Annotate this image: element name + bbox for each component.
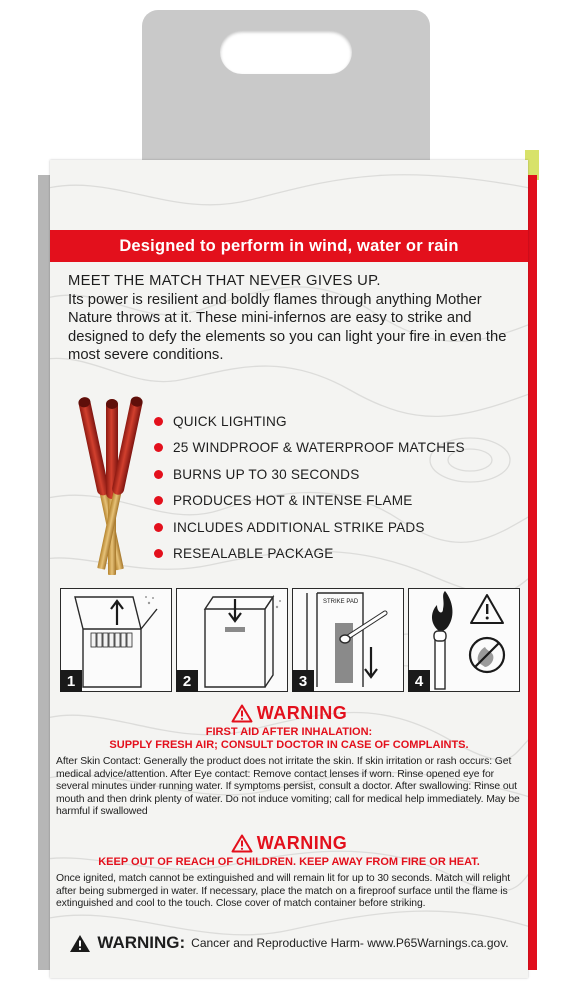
step-open-pack — [60, 588, 172, 692]
tagline-banner: Designed to perform in wind, water or rain — [50, 230, 528, 262]
bullet-icon — [154, 443, 163, 452]
feature-item: QUICK LIGHTING — [154, 408, 465, 435]
warning-heading: WARNING — [50, 703, 528, 724]
intro-text — [68, 272, 518, 365]
prop65-warning — [50, 928, 528, 958]
step-strike — [292, 588, 404, 692]
matches-illustration — [72, 395, 152, 580]
first-aid-subtitle: FIRST AID AFTER INHALATION: SUPPLY FRESH AIR; CONSULT DOCTOR IN CASE OF COMPLAINTS. — [109, 726, 469, 751]
bullet-icon — [154, 523, 163, 532]
feature-item: RESEALABLE PACKAGE — [154, 541, 465, 568]
first-aid-text: After Skin Contact: Generally the product does not irritate the skin. If skin irritation or rash occurs: Get medical advice/attention. After Eye contact: Remove contact lenses if worn. Rinse opened eye for several minutes under running water. If symptoms persist, consult a doctor. After swallowing: Rinse out mouth and then drink plenty of water. Do not induce vomiting; call for medical help immediately. May be harmful if swallowed — [56, 756, 520, 818]
feature-item: PRODUCES HOT & INTENSE FLAME — [154, 488, 465, 515]
intro-body: Its power is resilient and boldly flames through anything Mother Nature throws at it. These mini-infernos are easy to strike and designed to defy the elements so you can light your fire in even the most severe conditions. — [68, 291, 507, 363]
warning-triangle-icon — [231, 704, 253, 723]
warning-heading: WARNING — [50, 833, 528, 854]
hanger-hole — [220, 30, 352, 74]
step-number: 1 — [60, 670, 82, 692]
feature-list — [154, 408, 465, 567]
warning-triangle-icon — [69, 934, 91, 953]
bullet-icon — [154, 417, 163, 426]
bullet-icon — [154, 549, 163, 558]
package-back-panel — [50, 160, 528, 978]
feature-item: BURNS UP TO 30 SECONDS — [154, 461, 465, 488]
children-warning-subtitle: KEEP OUT OF REACH OF CHILDREN. KEEP AWAY FROM FIRE OR HEAT. — [98, 856, 480, 868]
step-number: 3 — [292, 670, 314, 692]
prop65-label: WARNING: — [97, 933, 186, 952]
step-number: 2 — [176, 670, 198, 692]
strike-pad-label: STRIKE PAD — [323, 599, 359, 605]
warning-triangle-icon — [231, 834, 253, 853]
feature-item: INCLUDES ADDITIONAL STRIKE PADS — [154, 514, 465, 541]
ignition-warning-text: Once ignited, match cannot be extinguished and will remain lit for up to 30 seconds. Match will relight after being submerged in water. If necessary, place the match on a fireproof surface until the flame is extinguished and cool to the touch. Close cover of match container before striking. — [56, 873, 511, 910]
step-close-pack — [176, 588, 288, 692]
step-number: 4 — [408, 670, 430, 692]
step-burn — [408, 588, 520, 692]
intro-headline: MEET THE MATCH THAT NEVER GIVES UP. — [68, 273, 381, 289]
prop65-text: Cancer and Reproductive Harm- www.P65Warnings.ca.gov. — [191, 936, 509, 950]
bullet-icon — [154, 496, 163, 505]
bullet-icon — [154, 470, 163, 479]
feature-item: 25 WINDPROOF & WATERPROOF MATCHES — [154, 435, 465, 462]
instruction-steps — [60, 588, 520, 692]
